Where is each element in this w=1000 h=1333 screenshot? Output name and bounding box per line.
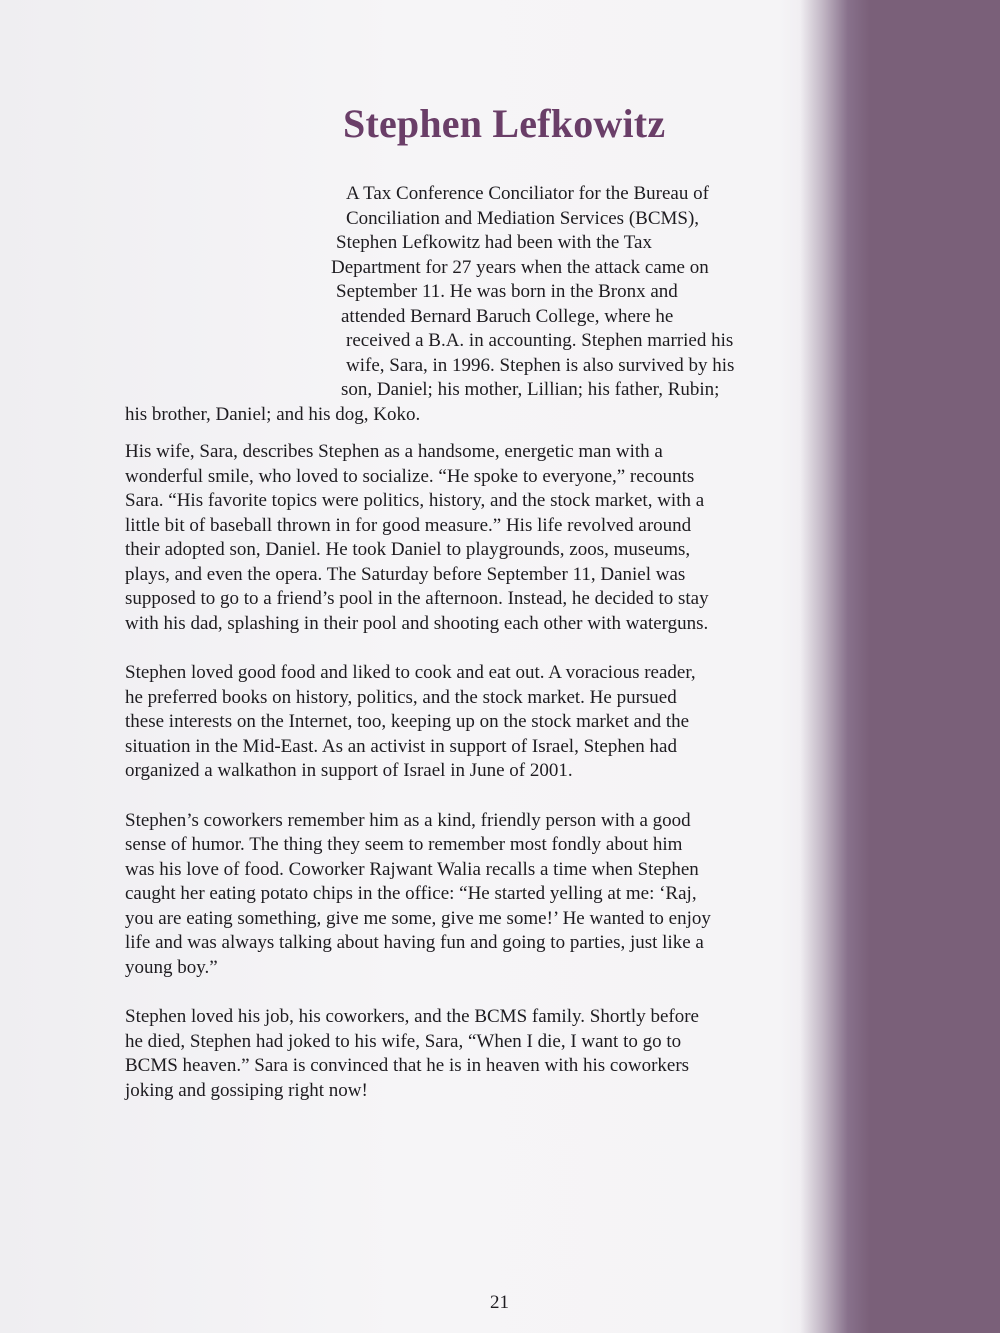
purple-side-band (800, 0, 1000, 1333)
text-line: organized a walkathon in support of Israel in June of 2001. (125, 760, 573, 781)
paragraph (125, 1005, 795, 1103)
intro-line: his brother, Daniel; and his dog, Koko. (125, 404, 421, 425)
text-line: caught her eating potato chips in the office: “He started yelling at me: ‘Raj, (125, 883, 697, 904)
text-line: little bit of baseball thrown in for good measure.” His life revolved around (125, 514, 692, 536)
intro-line: September 11. He was born in the Bronx and (336, 281, 678, 302)
intro-line: attended Bernard Baruch College, where he (341, 306, 674, 327)
paragraph (125, 661, 795, 784)
text-line: BCMS heaven.” Sara is convinced that he is in heaven with his coworkers (125, 1055, 690, 1076)
text-line: His wife, Sara, describes Stephen as a handsome, energetic man with a (125, 441, 663, 462)
text-line: plays, and even the opera. The Saturday before September 11, Daniel was (125, 563, 686, 585)
page-title: Stephen Lefkowitz (343, 101, 666, 146)
text-line: you are eating something, give me some, give me some!’ He wanted to enjoy (125, 907, 711, 929)
text-line: was his love of food. Coworker Rajwant Walia recalls a time when Stephen (125, 858, 699, 880)
text-line: Stephen loved his job, his coworkers, and the BCMS family. Shortly before (125, 1006, 699, 1027)
intro-line: Department for 27 years when the attack came on (331, 257, 709, 278)
intro-line: Stephen Lefkowitz had been with the Tax (336, 232, 652, 253)
text-line: joking and gossiping right now! (125, 1079, 368, 1101)
page-number: 21 (490, 1292, 509, 1313)
paragraph (125, 440, 795, 636)
text-line: Stephen loved good food and liked to cook and eat out. A voracious reader, (125, 662, 696, 683)
text-line: supposed to go to a friend’s pool in the afternoon. Instead, he decided to stay (125, 588, 709, 609)
text-line: wonderful smile, who loved to socialize. “He spoke to everyone,” recounts (125, 465, 695, 487)
text-line: he preferred books on history, politics, and the stock market. He pursued (125, 686, 677, 708)
text-line: situation in the Mid-East. As an activist in support of Israel, Stephen had (125, 735, 677, 757)
intro-line: wife, Sara, in 1996. Stephen is also survived by his (346, 355, 735, 376)
text-line: life and was always talking about having fun and going to parties, just like a (125, 932, 704, 953)
text-line: these interests on the Internet, too, keeping up on the stock market and the (125, 711, 690, 732)
intro-line: A Tax Conference Conciliator for the Bureau of (346, 183, 709, 204)
text-line: young boy.” (125, 956, 218, 978)
text-line: sense of humor. The thing they seem to remember most fondly about him (125, 834, 683, 855)
paragraph (125, 809, 795, 981)
portrait-photo (92, 98, 338, 390)
text-line: Stephen’s coworkers remember him as a kind, friendly person with a good (125, 809, 691, 831)
intro-line: son, Daniel; his mother, Lillian; his father, Rubin; (341, 379, 720, 400)
text-line: their adopted son, Daniel. He took Daniel to playgrounds, zoos, museums, (125, 539, 691, 560)
text-line: he died, Stephen had joked to his wife, Sara, “When I die, I want to go to (125, 1030, 682, 1052)
intro-line: Conciliation and Mediation Services (BCMS), (346, 208, 700, 229)
intro-line: received a B.A. in accounting. Stephen married his (346, 330, 734, 351)
text-line: Sara. “His favorite topics were politics, history, and the stock market, with a (125, 490, 705, 511)
body-text (125, 440, 795, 1128)
text-line: with his dad, splashing in their pool and shooting each other with waterguns. (125, 612, 709, 634)
